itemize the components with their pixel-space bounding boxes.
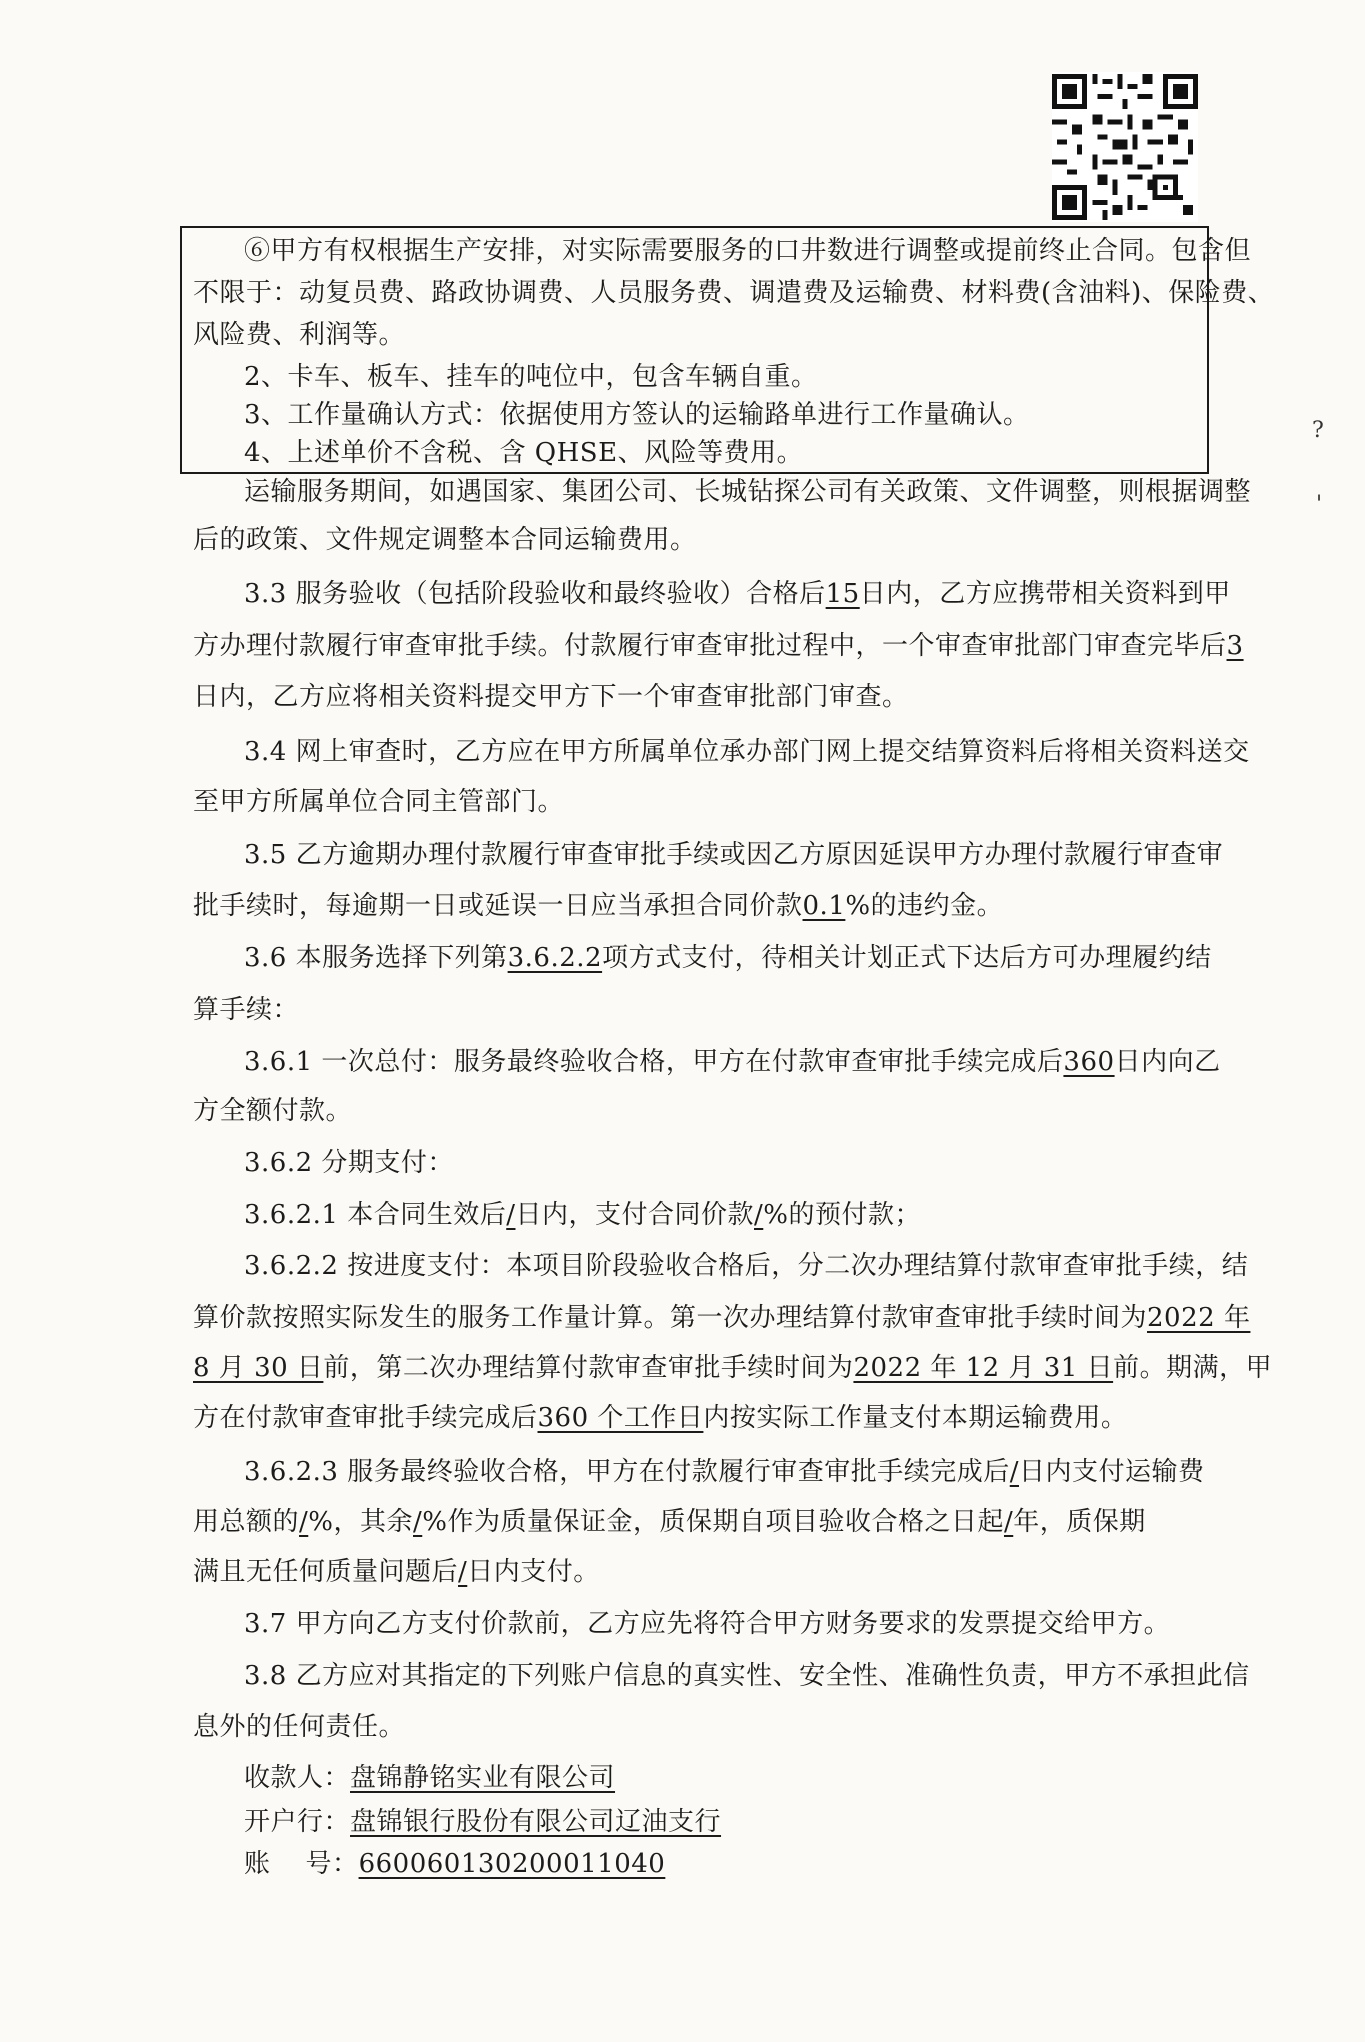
clause-text: 内按实际工作量支付本期运输费用。 [703,1403,1128,1433]
clause-text: 3.6.2.1 本合同生效后 [244,1200,507,1230]
lump-sum-days: 360 [1063,1047,1115,1077]
payee-label: 收款人： [244,1763,351,1793]
payment-option: 3.6.2.2 [507,943,603,973]
box-line-5: 3、工作量确认方式：依据使用方签认的运输路单进行工作量确认。 [244,400,1030,430]
payee-name: 盘锦静铭实业有限公司 [350,1763,616,1793]
clause-3-6-2-line: 3.6.2 分期支付： [244,1148,454,1178]
margin-mark: ' [1316,492,1323,517]
account-number: 660060130200011040 [358,1849,666,1879]
clause-text: %的违约金。 [845,891,1004,921]
clause-text: %作为质量保证金，质保期自项目验收合格之日起 [422,1507,1004,1537]
clause-3-6-line-2: 算手续： [193,995,300,1025]
second-settlement-date: 2022 年 12 月 31 日 [853,1353,1114,1383]
acceptance-days: 15 [825,579,860,609]
clause-3-8-line-2: 息外的任何责任。 [193,1712,406,1742]
bank-row [244,1804,721,1840]
clause-3-5-line-1: 3.5 乙方逾期办理付款履行审查审批手续或因乙方原因延误甲方办理付款履行审查审 [244,840,1224,870]
clause-text: 日内向乙 [1114,1047,1221,1077]
bank-label: 开户行： [244,1807,351,1837]
payee-row [244,1760,615,1796]
clause-text: 算价款按照实际发生的服务工作量计算。第一次办理结算付款审查审批手续时间为 [193,1303,1148,1333]
clause-text: 方办理付款履行审查审批手续。付款履行审查审批过程中，一个审查审批部门审查完毕后 [193,631,1227,661]
clause-text: 日内支付。 [467,1557,600,1587]
deposit-release-days: / [458,1557,468,1587]
clause-text: 日内，支付合同价款 [515,1200,755,1230]
clause-3-6-2-3-line-1 [244,1454,1205,1490]
clause-3-5-line-2 [193,888,1003,924]
first-settlement-date: 8 月 30 日 [193,1353,324,1383]
clause-3-6-line-1 [244,940,1212,976]
clause-3-4-line-1: 3.4 网上审查时，乙方应在甲方所属单位承办部门网上提交结算资料后将相关资料送交 [244,737,1250,767]
account-row [244,1846,665,1882]
clause-3-6-2-2-line-2 [193,1300,1250,1336]
clause-text: 批手续时，每逾期一日或延误一日应当承担合同价款 [193,891,803,921]
clause-text: 3.6.1 一次总付：服务最终验收合格，甲方在付款审查审批手续完成后 [244,1047,1064,1077]
box-line-2: 不限于：动复员费、路政协调费、人员服务费、调遣费及运输费、材料费(含油料)、保险费、 [193,278,1275,308]
qr-code-icon [1052,72,1198,222]
warranty-years: / [1003,1507,1014,1537]
clause-3-6-2-1-line [244,1197,921,1233]
clause-3-6-2-3-line-2 [193,1504,1146,1540]
advance-days: / [506,1200,516,1230]
clause-text: 日内，乙方应携带相关资料到甲 [859,579,1231,609]
box-line-3: 风险费、利润等。 [193,320,406,350]
final-payment-days: / [1009,1457,1019,1487]
clause-text: 满且无任何质量问题后 [193,1557,459,1587]
box-line-1: ⑥甲方有权根据生产安排，对实际需要服务的口井数进行调整或提前终止合同。包含但 [244,236,1252,266]
clause-3-3-line-3: 日内，乙方应将相关资料提交甲方下一个审查审批部门审查。 [193,682,909,712]
clause-text: 前。期满，甲 [1113,1353,1273,1383]
clause-text: 3.3 服务验收（包括阶段验收和最终验收）合格后 [244,579,826,609]
clause-text: 3.6 本服务选择下列第 [244,943,508,973]
penalty-rate: 0.1 [802,891,846,921]
clause-3-6-1-line-2: 方全额付款。 [193,1096,353,1126]
margin-mark: ? [1312,418,1324,443]
final-payment-percent: / [299,1507,309,1537]
clause-3-4-line-2: 至甲方所属单位合同主管部门。 [193,787,565,817]
review-days: 3 [1226,631,1244,661]
clause-text: 3.6.2.3 服务最终验收合格，甲方在付款履行审查审批手续完成后 [244,1457,1010,1487]
advance-percent: / [754,1200,764,1230]
first-settlement-year: 2022 年 [1147,1303,1251,1333]
clause-text: %，其余 [308,1507,413,1537]
clause-3-6-2-2-line-3 [193,1350,1272,1386]
box-line-4: 2、卡车、板车、挂车的吨位中，包含车辆自重。 [244,362,818,392]
clause-text: 前，第二次办理结算付款审查审批手续时间为 [323,1353,854,1383]
clause-3-8-line-1: 3.8 乙方应对其指定的下列账户信息的真实性、安全性、准确性负责，甲方不承担此信 [244,1661,1250,1691]
clause-text: 用总额的 [193,1507,300,1537]
warranty-deposit-percent: / [413,1507,423,1537]
clause-text: %的预付款； [763,1200,921,1230]
clause-text: 日内支付运输费 [1019,1457,1205,1487]
account-label: 账 号： [244,1849,359,1879]
clause-3-6-1-line-1 [244,1044,1221,1080]
bank-name: 盘锦银行股份有限公司辽油支行 [350,1807,722,1837]
clause-3-6-2-2-line-1: 3.6.2.2 按进度支付：本项目阶段验收合格后，分二次办理结算付款审查审批手续，结 [244,1251,1249,1281]
clause-text: 方在付款审查审批手续完成后 [193,1403,538,1433]
policy-line-2: 后的政策、文件规定调整本合同运输费用。 [193,525,697,555]
clause-3-3-line-1 [244,576,1231,612]
clause-3-6-2-3-line-3 [193,1554,600,1590]
box-line-6: 4、上述单价不含税、含 QHSE、风险等费用。 [244,438,804,468]
clause-text: 项方式支付，待相关计划正式下达后方可办理履约结 [602,943,1212,973]
clause-3-3-line-2 [193,628,1244,664]
clause-text: 年，质保期 [1013,1507,1146,1537]
clause-3-6-2-2-line-4 [193,1400,1127,1436]
clause-3-7-line: 3.7 甲方向乙方支付价款前，乙方应先将符合甲方财务要求的发票提交给甲方。 [244,1609,1171,1639]
policy-line-1: 运输服务期间，如遇国家、集团公司、长城钻探公司有关政策、文件调整，则根据调整 [244,477,1252,507]
payment-workdays: 360 个工作日 [537,1403,704,1433]
